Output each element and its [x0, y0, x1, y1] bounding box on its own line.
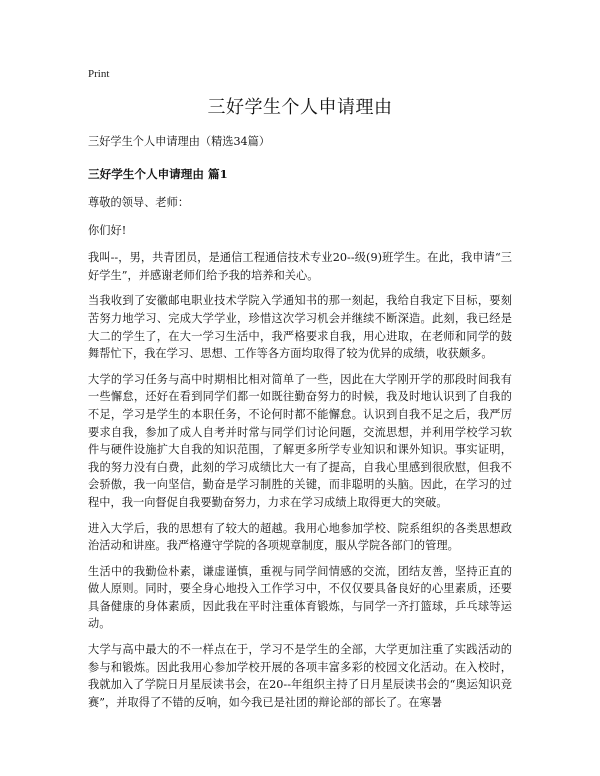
paragraph-activities: 大学与高中最大的不一样点在于，学习不是学生的全部，大学更加注重了实践活动的参与和锻炼。因此我用心参加学校开展的各项丰富多彩的校园文化活动。在入校时，我就加入了学院日月星辰读书会，在20--年组织主持了日月星辰读书会的“奥运知识竞赛”，并取得了不错的反响，如今我已是社团的辩论部的部长了。在寒暑	[88, 643, 512, 709]
document-subtitle: 三好学生个人申请理由（精选34篇）	[88, 135, 271, 148]
paragraph-goals: 当我收到了安徽邮电职业技术学院入学通知书的那一刻起，我给自我定下目标，要刻苦努力地学习、完成大学学业，珍惜这次学习机会并继续不断深造。此刻，我已经是大二的学生了，在大一学习生活中，我严格要求自我，用心进取，在老师和同学的鼓舞帮忙下，我在学习、思想、工作等各方面均取得了较为优异的成绩，收获颇多。	[88, 294, 512, 361]
print-link[interactable]: Print	[88, 68, 110, 80]
paragraph-thought: 进入大学后，我的思想有了较大的超越。我用心地参加学校、院系组织的各类思想政治活动和讲座。我严格遵守学院的各项规章制度，服从学院各部门的管理。	[88, 521, 512, 553]
salutation: 尊敬的领导、老师：	[88, 196, 190, 209]
paragraph-life: 生活中的我勤俭朴素，谦虚谨慎，重视与同学间情感的交流，团结友善，坚持正直的做人原则。同时，要全身心地投入工作学习中，不仅仅要具备良好的心里素质，还要具备健康的身体素质，因此我在平时注重体育锻炼，与同学一齐打篮球，乒乓球等运动。	[88, 564, 512, 631]
paragraph-study: 大学的学习任务与高中时期相比相对简单了一些，因此在大学刚开学的那段时间我有一些懈怠，还好在看到同学们都一如既往勤奋努力的时候，我及时地认识到了自我的不足，学习是学生的本职任务，不论何时都不能懈怠。认识到自我不足之后，我严厉要求自我，参加了成人自考并时常与同学们讨论问题，交流思想，并利用学校学习软件与硬件设施扩大自我的知识范围，了解更多所学专业知识和课外知识。事实证明，我的努力没有白费，此刻的学习成绩比大一有了提高，自我心里感到很欣慰，但我不会骄傲，我一向坚信，勤奋是学习制胜的关键，而非聪明的头脑。因此，在学习的过程中，我一向督促自我要勤奋努力，力求在学习成绩上取得更大的突破。	[88, 372, 512, 509]
document-page	[88, 66, 512, 719]
greeting: 你们好!	[88, 223, 127, 237]
page-title: 三好学生个人申请理由	[207, 97, 393, 118]
paragraph-intro: 我叫--，男，共青团员，是通信工程通信技术专业20--级(9)班学生。在此，我申请“三好学生”，并感谢老师们给予我的培养和关心。	[88, 251, 512, 282]
section-heading: 三好学生个人申请理由 篇1	[88, 167, 228, 181]
